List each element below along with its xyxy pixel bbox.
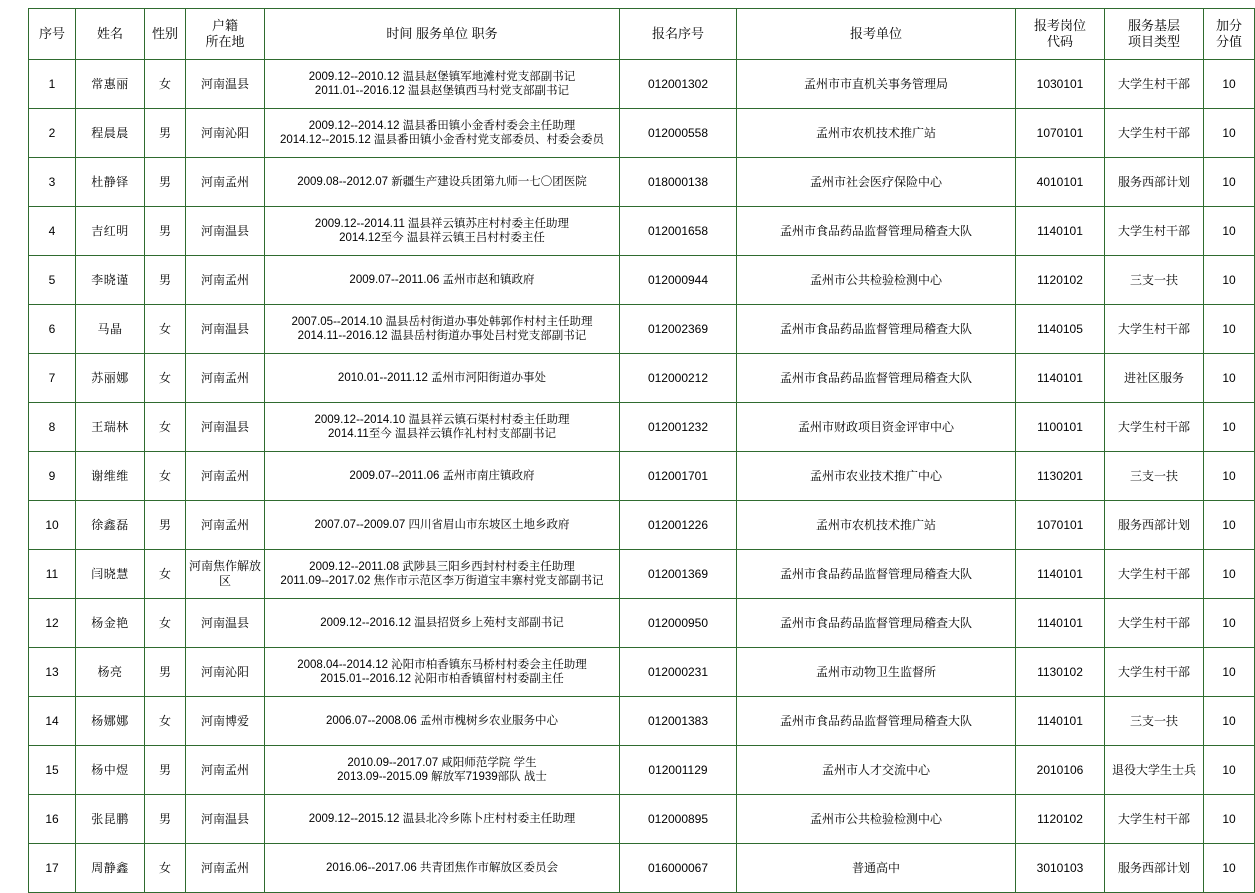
cell-registration-number: 012000231 <box>620 648 737 697</box>
cell-position-code: 1070101 <box>1016 501 1105 550</box>
cell-project-type: 大学生村干部 <box>1105 305 1204 354</box>
cell-experience <box>265 354 620 403</box>
cell-experience <box>265 305 620 354</box>
cell-applied-unit: 孟州市人才交流中心 <box>737 746 1016 795</box>
experience-line: 2014.12--2015.12 温县番田镇小金香村党支部委员、村委会委员 <box>280 134 604 146</box>
cell-position-code: 1140101 <box>1016 354 1105 403</box>
cell-project-type: 服务西部计划 <box>1105 501 1204 550</box>
cell-seq: 11 <box>29 550 76 599</box>
column-header-bonus-line2: 分值 <box>1215 34 1242 49</box>
cell-experience <box>265 599 620 648</box>
cell-bonus: 10 <box>1204 844 1255 893</box>
cell-name: 徐鑫磊 <box>76 501 145 550</box>
cell-experience <box>265 109 620 158</box>
cell-sex: 男 <box>145 648 186 697</box>
cell-sex: 女 <box>145 452 186 501</box>
cell-hukou: 河南温县 <box>186 207 265 256</box>
cell-experience <box>265 844 620 893</box>
table-row <box>29 158 1255 207</box>
cell-position-code: 1140101 <box>1016 550 1105 599</box>
cell-sex: 女 <box>145 354 186 403</box>
experience-line: 2014.11至今 温县祥云镇作礼村村支部副书记 <box>328 428 556 440</box>
cell-bonus: 10 <box>1204 599 1255 648</box>
cell-applied-unit: 孟州市动物卫生监督所 <box>737 648 1016 697</box>
cell-applied-unit: 孟州市食品药品监督管理局稽查大队 <box>737 550 1016 599</box>
table-row <box>29 403 1255 452</box>
cell-bonus: 10 <box>1204 158 1255 207</box>
cell-project-type: 三支一扶 <box>1105 697 1204 746</box>
cell-hukou: 河南温县 <box>186 599 265 648</box>
column-header-experience: 时间 服务单位 职务 <box>265 9 620 60</box>
cell-bonus: 10 <box>1204 256 1255 305</box>
cell-bonus: 10 <box>1204 109 1255 158</box>
table-row <box>29 207 1255 256</box>
column-header-hukou-line1: 户籍 <box>211 17 238 33</box>
cell-hukou: 河南温县 <box>186 60 265 109</box>
column-header-position-code-line2: 代码 <box>1046 34 1073 49</box>
cell-sex: 男 <box>145 158 186 207</box>
cell-bonus: 10 <box>1204 60 1255 109</box>
experience-line: 2007.07--2009.07 四川省眉山市东坡区土地乡政府 <box>314 518 570 531</box>
experience-line: 2015.01--2016.12 沁阳市柏香镇留村村委副主任 <box>320 673 564 685</box>
cell-sex: 女 <box>145 697 186 746</box>
cell-position-code: 4010101 <box>1016 158 1105 207</box>
table-row <box>29 550 1255 599</box>
cell-project-type: 大学生村干部 <box>1105 403 1204 452</box>
cell-applied-unit: 孟州市食品药品监督管理局稽查大队 <box>737 697 1016 746</box>
cell-sex: 男 <box>145 109 186 158</box>
cell-sex: 男 <box>145 746 186 795</box>
cell-registration-number: 012001226 <box>620 501 737 550</box>
cell-hukou: 河南孟州 <box>186 256 265 305</box>
column-header-position-code-line1: 报考岗位 <box>1033 17 1086 33</box>
cell-experience <box>265 452 620 501</box>
cell-bonus: 10 <box>1204 697 1255 746</box>
cell-project-type: 大学生村干部 <box>1105 648 1204 697</box>
table-row <box>29 109 1255 158</box>
cell-registration-number: 012000558 <box>620 109 737 158</box>
cell-registration-number: 012001701 <box>620 452 737 501</box>
cell-position-code: 1070101 <box>1016 109 1105 158</box>
cell-applied-unit: 孟州市农业技术推广中心 <box>737 452 1016 501</box>
column-header-sex: 性别 <box>145 9 186 60</box>
cell-seq: 17 <box>29 844 76 893</box>
cell-hukou: 河南沁阳 <box>186 109 265 158</box>
table-row <box>29 305 1255 354</box>
cell-sex: 女 <box>145 403 186 452</box>
cell-experience <box>265 795 620 844</box>
cell-name: 吉红明 <box>76 207 145 256</box>
cell-seq: 5 <box>29 256 76 305</box>
cell-project-type: 三支一扶 <box>1105 452 1204 501</box>
cell-name: 王瑞林 <box>76 403 145 452</box>
cell-sex: 男 <box>145 207 186 256</box>
cell-name: 马晶 <box>76 305 145 354</box>
cell-hukou: 河南孟州 <box>186 746 265 795</box>
table-body <box>29 60 1255 893</box>
cell-sex: 女 <box>145 60 186 109</box>
cell-bonus: 10 <box>1204 746 1255 795</box>
cell-project-type: 大学生村干部 <box>1105 550 1204 599</box>
applicant-bonus-table <box>28 8 1255 893</box>
cell-applied-unit: 孟州市食品药品监督管理局稽查大队 <box>737 207 1016 256</box>
cell-project-type: 服务西部计划 <box>1105 158 1204 207</box>
column-header-hukou-line2: 所在地 <box>205 34 245 49</box>
cell-position-code: 1140101 <box>1016 207 1105 256</box>
cell-hukou: 河南孟州 <box>186 501 265 550</box>
experience-line: 2011.01--2016.12 温县赵堡镇西马村党支部副书记 <box>314 85 570 97</box>
cell-experience <box>265 207 620 256</box>
cell-registration-number: 016000067 <box>620 844 737 893</box>
experience-line: 2016.06--2017.06 共青团焦作市解放区委员会 <box>326 861 558 874</box>
cell-position-code: 1140101 <box>1016 599 1105 648</box>
cell-applied-unit: 孟州市社会医疗保险中心 <box>737 158 1016 207</box>
cell-experience <box>265 158 620 207</box>
experience-line: 2009.12--2014.11 温县祥云镇苏庄村村委主任助理 <box>314 217 570 230</box>
cell-position-code: 2010106 <box>1016 746 1105 795</box>
cell-project-type: 进社区服务 <box>1105 354 1204 403</box>
cell-position-code: 1030101 <box>1016 60 1105 109</box>
cell-sex: 男 <box>145 795 186 844</box>
table-row <box>29 697 1255 746</box>
table-header-row <box>29 9 1255 60</box>
cell-applied-unit: 孟州市财政项目资金评审中心 <box>737 403 1016 452</box>
cell-registration-number: 012000895 <box>620 795 737 844</box>
cell-seq: 8 <box>29 403 76 452</box>
experience-line: 2009.07--2011.06 孟州市赵和镇政府 <box>349 273 535 286</box>
column-header-seq: 序号 <box>29 9 76 60</box>
cell-name: 张昆鹏 <box>76 795 145 844</box>
cell-project-type: 大学生村干部 <box>1105 207 1204 256</box>
cell-project-type: 退役大学生士兵 <box>1105 746 1204 795</box>
cell-hukou: 河南孟州 <box>186 354 265 403</box>
cell-position-code: 1130201 <box>1016 452 1105 501</box>
cell-registration-number: 012002369 <box>620 305 737 354</box>
column-header-position-code <box>1016 9 1105 60</box>
cell-bonus: 10 <box>1204 305 1255 354</box>
cell-seq: 14 <box>29 697 76 746</box>
cell-registration-number: 012000944 <box>620 256 737 305</box>
cell-applied-unit: 孟州市市直机关事务管理局 <box>737 60 1016 109</box>
cell-hukou: 河南孟州 <box>186 452 265 501</box>
cell-name: 苏丽娜 <box>76 354 145 403</box>
cell-experience <box>265 648 620 697</box>
cell-hukou: 河南温县 <box>186 305 265 354</box>
cell-applied-unit: 孟州市农机技术推广站 <box>737 109 1016 158</box>
cell-project-type: 服务西部计划 <box>1105 844 1204 893</box>
table-row <box>29 795 1255 844</box>
cell-sex: 男 <box>145 256 186 305</box>
cell-registration-number: 012001383 <box>620 697 737 746</box>
experience-line: 2006.07--2008.06 孟州市槐树乡农业服务中心 <box>326 714 558 727</box>
cell-registration-number: 018000138 <box>620 158 737 207</box>
column-header-project-type-line2: 项目类型 <box>1127 34 1180 49</box>
cell-registration-number: 012000950 <box>620 599 737 648</box>
table-row <box>29 501 1255 550</box>
experience-line: 2009.12--2011.08 武陟县三阳乡西封村村委主任助理 <box>309 560 575 573</box>
cell-experience <box>265 403 620 452</box>
cell-applied-unit: 孟州市公共检验检测中心 <box>737 256 1016 305</box>
table-row <box>29 599 1255 648</box>
cell-sex: 女 <box>145 844 186 893</box>
table-row <box>29 60 1255 109</box>
column-header-hukou <box>186 9 265 60</box>
cell-position-code: 1130102 <box>1016 648 1105 697</box>
cell-seq: 3 <box>29 158 76 207</box>
experience-line: 2009.12--2014.12 温县番田镇小金香村委会主任助理 <box>308 119 576 132</box>
column-header-bonus <box>1204 9 1255 60</box>
cell-name: 谢维维 <box>76 452 145 501</box>
cell-sex: 女 <box>145 305 186 354</box>
cell-applied-unit: 孟州市食品药品监督管理局稽查大队 <box>737 599 1016 648</box>
cell-project-type: 大学生村干部 <box>1105 60 1204 109</box>
cell-experience <box>265 501 620 550</box>
table-row <box>29 354 1255 403</box>
cell-project-type: 大学生村干部 <box>1105 109 1204 158</box>
cell-registration-number: 012001658 <box>620 207 737 256</box>
cell-bonus: 10 <box>1204 403 1255 452</box>
column-header-project-type <box>1105 9 1204 60</box>
cell-bonus: 10 <box>1204 550 1255 599</box>
cell-applied-unit: 普通高中 <box>737 844 1016 893</box>
cell-bonus: 10 <box>1204 207 1255 256</box>
table-row <box>29 452 1255 501</box>
experience-line: 2009.12--2015.12 温县北冷乡陈卜庄村村委主任助理 <box>308 812 576 825</box>
cell-position-code: 1120102 <box>1016 256 1105 305</box>
cell-hukou: 河南孟州 <box>186 844 265 893</box>
cell-position-code: 1100101 <box>1016 403 1105 452</box>
table-row <box>29 844 1255 893</box>
experience-line: 2009.12--2014.10 温县祥云镇石渠村村委主任助理 <box>314 413 570 426</box>
column-header-applied-unit: 报考单位 <box>737 9 1016 60</box>
experience-line: 2014.12至今 温县祥云镇王吕村村委主任 <box>339 232 545 244</box>
cell-name: 李晓谨 <box>76 256 145 305</box>
cell-registration-number: 012001232 <box>620 403 737 452</box>
experience-line: 2009.08--2012.07 新疆生产建设兵团第九师一七〇团医院 <box>297 175 587 188</box>
cell-seq: 2 <box>29 109 76 158</box>
cell-bonus: 10 <box>1204 501 1255 550</box>
cell-sex: 男 <box>145 501 186 550</box>
cell-bonus: 10 <box>1204 452 1255 501</box>
cell-hukou: 河南沁阳 <box>186 648 265 697</box>
cell-name: 杨中煜 <box>76 746 145 795</box>
cell-name: 杨娜娜 <box>76 697 145 746</box>
cell-experience <box>265 746 620 795</box>
cell-bonus: 10 <box>1204 795 1255 844</box>
experience-line: 2011.09--2017.02 焦作市示范区李万街道宝丰寨村党支部副书记 <box>280 575 604 587</box>
cell-name: 杨金艳 <box>76 599 145 648</box>
table-row <box>29 746 1255 795</box>
cell-name: 杜静铎 <box>76 158 145 207</box>
cell-sex: 女 <box>145 550 186 599</box>
experience-line: 2009.12--2016.12 温县招贤乡上苑村支部副书记 <box>320 616 564 629</box>
cell-registration-number: 012001129 <box>620 746 737 795</box>
cell-registration-number: 012000212 <box>620 354 737 403</box>
cell-name: 杨亮 <box>76 648 145 697</box>
cell-experience <box>265 256 620 305</box>
cell-seq: 7 <box>29 354 76 403</box>
cell-sex: 女 <box>145 599 186 648</box>
cell-name: 周静鑫 <box>76 844 145 893</box>
cell-position-code: 1120102 <box>1016 795 1105 844</box>
cell-experience <box>265 550 620 599</box>
table-row <box>29 256 1255 305</box>
cell-project-type: 大学生村干部 <box>1105 795 1204 844</box>
cell-applied-unit: 孟州市食品药品监督管理局稽查大队 <box>737 354 1016 403</box>
column-header-project-type-line1: 服务基层 <box>1127 17 1180 33</box>
cell-hukou: 河南焦作解放区 <box>186 550 265 599</box>
experience-line: 2013.09--2015.09 解放军71939部队 战士 <box>337 771 547 783</box>
experience-line: 2008.04--2014.12 沁阳市柏香镇东马桥村村委会主任助理 <box>297 658 587 671</box>
cell-seq: 15 <box>29 746 76 795</box>
experience-line: 2010.01--2011.12 孟州市河阳街道办事处 <box>337 371 547 384</box>
cell-experience <box>265 697 620 746</box>
cell-position-code: 1140105 <box>1016 305 1105 354</box>
cell-seq: 1 <box>29 60 76 109</box>
experience-line: 2014.11--2016.12 温县岳村街道办事处吕村党支部副书记 <box>297 330 587 342</box>
cell-bonus: 10 <box>1204 648 1255 697</box>
cell-bonus: 10 <box>1204 354 1255 403</box>
cell-applied-unit: 孟州市食品药品监督管理局稽查大队 <box>737 305 1016 354</box>
column-header-registration-number: 报名序号 <box>620 9 737 60</box>
cell-position-code: 1140101 <box>1016 697 1105 746</box>
cell-seq: 6 <box>29 305 76 354</box>
cell-applied-unit: 孟州市公共检验检测中心 <box>737 795 1016 844</box>
cell-hukou: 河南孟州 <box>186 158 265 207</box>
cell-seq: 9 <box>29 452 76 501</box>
cell-applied-unit: 孟州市农机技术推广站 <box>737 501 1016 550</box>
experience-line: 2010.09--2017.07 咸阳师范学院 学生 <box>347 756 537 769</box>
cell-position-code: 3010103 <box>1016 844 1105 893</box>
cell-project-type: 大学生村干部 <box>1105 599 1204 648</box>
cell-registration-number: 012001369 <box>620 550 737 599</box>
cell-seq: 12 <box>29 599 76 648</box>
cell-name: 常惠丽 <box>76 60 145 109</box>
cell-registration-number: 012001302 <box>620 60 737 109</box>
cell-experience <box>265 60 620 109</box>
cell-seq: 10 <box>29 501 76 550</box>
cell-project-type: 三支一扶 <box>1105 256 1204 305</box>
cell-name: 闫晓慧 <box>76 550 145 599</box>
cell-hukou: 河南温县 <box>186 795 265 844</box>
table-row <box>29 648 1255 697</box>
experience-line: 2009.07--2011.06 孟州市南庄镇政府 <box>349 469 535 482</box>
cell-hukou: 河南博爱 <box>186 697 265 746</box>
cell-name: 程晨晨 <box>76 109 145 158</box>
cell-hukou: 河南温县 <box>186 403 265 452</box>
cell-seq: 4 <box>29 207 76 256</box>
cell-seq: 16 <box>29 795 76 844</box>
experience-line: 2007.05--2014.10 温县岳村街道办事处韩郭作村村主任助理 <box>291 315 593 328</box>
experience-line: 2009.12--2010.12 温县赵堡镇军地滩村党支部副书记 <box>308 70 576 83</box>
column-header-bonus-line1: 加分 <box>1215 17 1242 33</box>
cell-seq: 13 <box>29 648 76 697</box>
column-header-name: 姓名 <box>76 9 145 60</box>
